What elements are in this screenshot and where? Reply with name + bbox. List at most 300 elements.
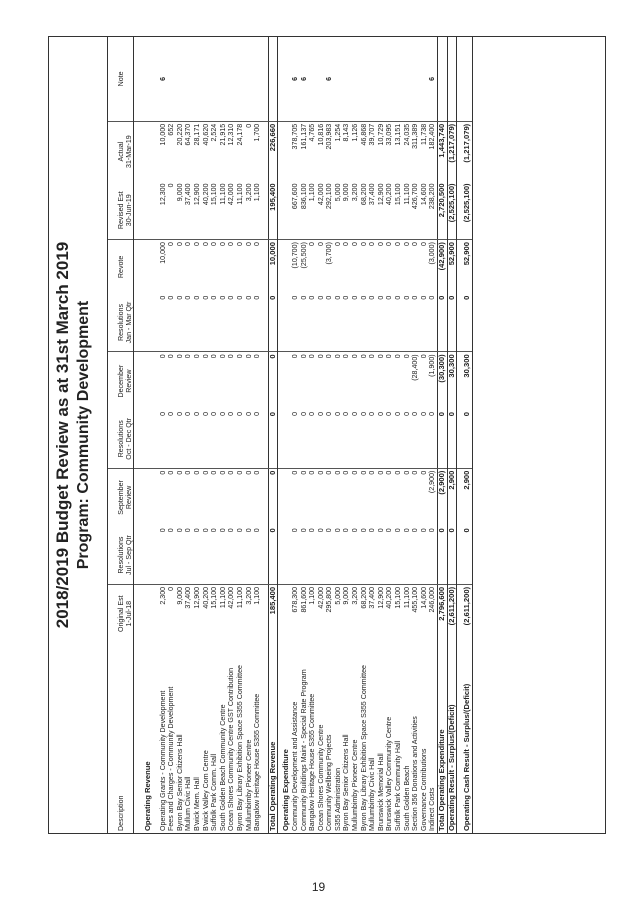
table-row [291, 37, 300, 833]
value-cell: 0 [193, 526, 202, 584]
column-header-line: Review [125, 369, 133, 393]
value-cell: 182,400 [428, 123, 437, 150]
column-header-line: September [117, 480, 125, 515]
value-cell: 2,524 [210, 123, 219, 142]
value-cell: 0 [210, 410, 219, 468]
value-cell: 0 [236, 526, 245, 584]
value-cell: 11,100 [218, 586, 227, 609]
value-cell: 0 [202, 294, 211, 352]
table-row [411, 37, 420, 833]
value-cell: 3,200 [351, 181, 360, 239]
value-cell: 0 [158, 470, 167, 475]
column-header [108, 37, 134, 121]
value-cell: 195,400 [268, 181, 278, 239]
value-cell: 0 [385, 294, 394, 352]
value-cell: 0 [368, 294, 377, 352]
value-cell: 42,000 [227, 586, 236, 609]
value-cell: 11,100 [236, 181, 245, 239]
value-cell: 0 [411, 526, 420, 584]
page-number: 19 [311, 880, 326, 894]
value-cell: 0 [385, 526, 394, 584]
value-cell: 2,300 [158, 586, 167, 605]
value-cell: 0 [394, 410, 403, 468]
document-title: 2018/2019 Budget Review as at 31st March 2019 [53, 241, 72, 629]
value-cell: 0 [219, 294, 228, 352]
value-cell: 836,100 [300, 181, 309, 239]
value-cell: 0 [167, 586, 176, 591]
table-row [227, 37, 236, 833]
empty-cell [278, 294, 291, 352]
value-cell: 0 [167, 470, 176, 475]
value-cell: 9,000 [342, 181, 351, 239]
value-cell: 0 [300, 526, 309, 584]
empty-cell [140, 352, 153, 410]
value-cell: 0 [236, 410, 245, 468]
value-cell: 24,035 [402, 123, 411, 146]
value-cell: 0 [227, 354, 236, 359]
value-cell: 40,200 [385, 586, 394, 609]
column-header-line: Resolutions [117, 303, 125, 342]
value-cell: 0 [377, 410, 386, 468]
value-cell: 0 [308, 294, 317, 352]
value-cell: 1,700 [253, 123, 262, 142]
value-cell: 0 [227, 294, 236, 352]
empty-cell [140, 240, 153, 294]
value-cell: 0 [253, 526, 262, 584]
value-cell: 0 [360, 526, 369, 584]
value-cell: 0 [428, 410, 437, 468]
row-description: Operating Cash Result - Surplus/(Deficit) [463, 643, 472, 833]
value-cell: 0 [218, 354, 227, 359]
note-cell [219, 37, 228, 121]
value-cell: 33,095 [385, 123, 394, 146]
note-cell [334, 37, 343, 121]
value-cell: (10,700) [290, 242, 299, 269]
value-cell: 0 [268, 294, 278, 352]
column-header-line: Oct - Dec Qtr [125, 417, 133, 460]
value-cell: 0 [368, 470, 377, 475]
table-row [377, 37, 386, 833]
value-cell: 0 [291, 526, 300, 584]
value-cell: 0 [210, 294, 219, 352]
value-cell: 0 [385, 470, 394, 475]
value-cell: 0 [268, 526, 278, 584]
value-cell: 0 [245, 294, 254, 352]
value-cell: 0 [290, 354, 299, 359]
row-description: Ocean Shores Community Centre [316, 724, 325, 831]
value-cell: 0 [385, 354, 394, 359]
empty-cell [140, 410, 153, 468]
value-cell: (3,700) [325, 242, 334, 265]
value-cell: 0 [463, 526, 472, 584]
value-cell: 0 [299, 354, 308, 359]
value-cell: 0 [463, 294, 472, 352]
value-cell: 0 [351, 242, 360, 247]
value-cell: 0 [308, 410, 317, 468]
value-cell: 11,100 [402, 586, 411, 609]
column-header [108, 526, 134, 584]
result-row [463, 37, 472, 833]
value-cell: 0 [158, 354, 167, 359]
row-description: Fees and Charges - Community Development [167, 686, 176, 831]
column-header [108, 240, 134, 294]
value-cell: 0 [235, 354, 244, 359]
value-cell: 311,389 [411, 123, 420, 149]
value-cell: (42,900) [438, 240, 448, 294]
note-cell [351, 37, 360, 121]
value-cell: 0 [317, 410, 326, 468]
value-cell: 12,900 [193, 181, 202, 239]
value-cell: 0 [394, 470, 403, 475]
value-cell: (2,900) [438, 468, 448, 526]
value-cell: 0 [376, 242, 385, 247]
value-cell: 0 [201, 470, 210, 475]
value-cell: 0 [376, 470, 385, 475]
value-cell: 0 [394, 526, 403, 584]
column-header-line [125, 242, 133, 292]
value-cell: 30,300 [447, 352, 457, 410]
row-description: Byron Bay Senior Citizens Hall [342, 734, 351, 831]
row-description: Byron Bay Senior Citizens Hall [175, 734, 184, 831]
column-header-line: Revote [117, 255, 125, 279]
row-description: Operating Grants - Community Development [158, 690, 167, 831]
table-row [385, 37, 394, 833]
value-cell: 0 [428, 526, 437, 584]
value-cell: 0 [334, 294, 343, 352]
column-header [108, 584, 134, 642]
value-cell: 161,137 [299, 123, 308, 150]
column-header [108, 294, 134, 352]
value-cell: (1,217,079) [463, 121, 472, 181]
row-description: Bangalow Heritage House S355 Committee [308, 693, 317, 831]
value-cell: (25,500) [299, 242, 308, 269]
value-cell: 678,300 [290, 586, 299, 613]
table-row [184, 37, 193, 833]
row-description: Operating Result - Surplus/(Deficit) [447, 643, 457, 833]
value-cell: 0 [360, 410, 369, 468]
value-cell: 12,900 [192, 586, 201, 609]
value-cell: 15,100 [210, 586, 219, 609]
total-row [438, 37, 448, 833]
value-cell: 0 [438, 410, 448, 468]
table-row [219, 37, 228, 833]
value-cell: 1,100 [308, 181, 317, 239]
value-cell: 46,868 [359, 123, 368, 146]
value-cell: 0 [184, 526, 193, 584]
value-cell: 0 [202, 526, 211, 584]
column-header-line: 31-Mar-19 [125, 135, 133, 168]
note-cell [167, 37, 176, 121]
value-cell: 0 [403, 410, 412, 468]
value-cell: 0 [167, 526, 176, 584]
value-cell: 0 [290, 470, 299, 475]
row-description: Mullumbimby Civic Hall [368, 757, 377, 831]
note-cell: 6 [300, 37, 309, 121]
value-cell: 2,900 [463, 468, 472, 526]
note-cell [463, 37, 472, 121]
empty-cell [278, 410, 291, 468]
value-cell: 4,765 [308, 123, 317, 142]
note-cell [342, 37, 351, 121]
value-cell: 0 [342, 526, 351, 584]
value-cell: 10,000 [158, 242, 167, 264]
row-description: Ocean Shores Community Centre GST Contribution [227, 667, 236, 831]
value-cell: 0 [184, 294, 193, 352]
column-header [108, 468, 134, 526]
value-cell: 40,620 [201, 123, 210, 146]
value-cell: 5,000 [334, 181, 343, 239]
section-heading-row [278, 37, 291, 833]
value-cell: 52,900 [447, 240, 457, 294]
value-cell: 246,000 [428, 586, 437, 613]
value-cell: (2,525,100) [447, 181, 457, 239]
value-cell: 0 [317, 294, 326, 352]
value-cell: 0 [334, 526, 343, 584]
value-cell: 42,000 [316, 586, 325, 609]
value-cell: 0 [351, 410, 360, 468]
table-row [167, 37, 176, 833]
value-cell: 0 [218, 242, 227, 247]
value-cell: 28,171 [192, 123, 201, 146]
value-cell: 0 [244, 242, 253, 247]
value-cell: 0 [176, 526, 185, 584]
value-cell: 68,200 [359, 586, 368, 609]
value-cell: (2,611,200) [447, 584, 457, 642]
value-cell: 0 [419, 470, 428, 475]
value-cell: 0 [463, 410, 472, 468]
value-cell: 2,720,500 [438, 181, 448, 239]
value-cell: 0 [385, 242, 394, 247]
value-cell: 0 [167, 242, 176, 247]
column-header [108, 410, 134, 468]
value-cell: 1,126 [351, 123, 360, 142]
table-row [210, 37, 219, 833]
note-cell [253, 37, 262, 121]
value-cell: 12,900 [377, 181, 386, 239]
value-cell: 0 [192, 470, 201, 475]
row-description: Suffolk Park Comm. Hall [210, 753, 219, 831]
note-cell [245, 37, 254, 121]
value-cell: (28,400) [411, 354, 420, 381]
value-cell: 0 [268, 410, 278, 468]
value-cell: 0 [235, 470, 244, 475]
row-description: Governance Contributions [419, 748, 428, 831]
value-cell: 3,200 [245, 181, 254, 239]
column-header-line: Actual [117, 141, 125, 162]
empty-cell [140, 37, 153, 121]
value-cell: 426,700 [411, 181, 420, 239]
value-cell: 0 [420, 294, 429, 352]
value-cell: 0 [334, 410, 343, 468]
column-header [108, 181, 134, 239]
note-cell [377, 37, 386, 121]
value-cell: 0 [403, 526, 412, 584]
value-cell: 40,200 [202, 181, 211, 239]
total-row [268, 37, 278, 833]
value-cell: 0 [253, 294, 262, 352]
value-cell: 0 [411, 242, 420, 247]
value-cell: 0 [438, 526, 448, 584]
row-description: Brunswick Memorial Hall [376, 753, 385, 831]
row-description: South Golden Beach Community Centre [218, 704, 227, 831]
value-cell: 15,100 [394, 586, 403, 609]
note-cell [438, 37, 448, 121]
note-cell [236, 37, 245, 121]
program-subtitle: Program: Community Development [75, 300, 92, 570]
empty-cell [278, 584, 291, 642]
column-header-line [125, 645, 133, 831]
row-description: S355 Administration [333, 767, 342, 831]
value-cell: 0 [316, 470, 325, 475]
value-cell: 0 [175, 242, 184, 247]
section-heading: Operating Expenditure [281, 749, 291, 831]
value-cell: 2,900 [447, 468, 457, 526]
value-cell: 0 [411, 410, 420, 468]
row-description: Total Operating Revenue [268, 643, 278, 833]
table-row [308, 37, 317, 833]
value-cell: 11,100 [219, 181, 228, 239]
note-cell [447, 37, 457, 121]
column-header [108, 121, 134, 181]
value-cell: 0 [368, 242, 377, 247]
value-cell: 0 [245, 410, 254, 468]
value-cell: 0 [167, 181, 176, 239]
row-description: Indirect Costs [428, 787, 437, 831]
value-cell: 2,796,600 [438, 584, 448, 642]
value-cell: 667,600 [291, 181, 300, 239]
value-cell: 0 [325, 470, 334, 475]
column-header-line: December [117, 364, 125, 398]
value-cell: 9,000 [342, 586, 351, 605]
value-cell: 0 [402, 242, 411, 247]
value-cell: 0 [402, 470, 411, 475]
value-cell: 0 [184, 410, 193, 468]
value-cell: (30,300) [438, 352, 448, 410]
note-cell [202, 37, 211, 121]
value-cell: 0 [268, 352, 278, 410]
note-cell [368, 37, 377, 121]
column-header-line: Resolutions [117, 536, 125, 574]
value-cell: 0 [325, 294, 334, 352]
table-row [394, 37, 403, 833]
table-row [325, 37, 334, 833]
value-cell: 0 [428, 294, 437, 352]
row-description: Byron Bay Library Exhibition Space S355 Committee [359, 665, 368, 831]
table-row [342, 37, 351, 833]
value-cell: 0 [342, 470, 351, 475]
value-cell: 0 [342, 242, 351, 247]
value-cell: 0 [376, 354, 385, 359]
note-cell [420, 37, 429, 121]
value-cell: 0 [377, 526, 386, 584]
value-cell: 0 [202, 410, 211, 468]
value-cell: 0 [351, 470, 360, 475]
value-cell: 0 [420, 410, 429, 468]
value-cell: 10,729 [376, 123, 385, 146]
note-cell [317, 37, 326, 121]
value-cell: 0 [325, 410, 334, 468]
value-cell: 0 [420, 526, 429, 584]
row-description: Total Operating Expenditure [438, 643, 448, 833]
value-cell: 0 [159, 526, 168, 584]
table-row [176, 37, 185, 833]
value-cell: 0 [227, 242, 236, 247]
empty-cell [140, 181, 153, 239]
value-cell: 0 [359, 242, 368, 247]
column-header-line: 30-Jun-19 [125, 194, 133, 227]
value-cell: 5,000 [333, 586, 342, 605]
empty-cell [278, 37, 291, 121]
column-header-line: Revised Est [117, 191, 125, 230]
value-cell: 0 [411, 470, 420, 475]
result-row [447, 37, 457, 833]
value-cell: 0 [193, 410, 202, 468]
table-row [193, 37, 202, 833]
value-cell: 185,400 [268, 584, 278, 642]
value-cell: 378,705 [290, 123, 299, 150]
column-header-line: Jan - Mar Qtr [125, 301, 133, 344]
row-description: Bangalow Heritage House S355 Committee [253, 693, 262, 831]
empty-cell [140, 526, 153, 584]
value-cell: 1,100 [253, 586, 262, 605]
value-cell: 1,254 [333, 123, 342, 142]
value-cell: 11,100 [403, 181, 412, 239]
column-header [108, 352, 134, 410]
value-cell: 0 [192, 242, 201, 247]
value-cell: 0 [219, 410, 228, 468]
value-cell: 8,143 [342, 123, 351, 142]
value-cell: 15,100 [394, 181, 403, 239]
table-row [245, 37, 254, 833]
value-cell: 0 [438, 294, 448, 352]
value-cell: 10,000 [158, 123, 167, 146]
table-row [334, 37, 343, 833]
note-cell [184, 37, 193, 121]
value-cell: 0 [385, 410, 394, 468]
table-row [403, 37, 412, 833]
value-cell: 0 [245, 526, 254, 584]
value-cell: 0 [253, 242, 262, 247]
note-cell [193, 37, 202, 121]
value-cell: 0 [184, 242, 193, 247]
table-row [300, 37, 309, 833]
value-cell: (2,900) [428, 470, 437, 494]
value-cell: 0 [227, 526, 236, 584]
value-cell: 455,100 [411, 586, 420, 613]
value-cell: 0 [333, 354, 342, 359]
value-cell: 0 [253, 410, 262, 468]
table-row [202, 37, 211, 833]
column-header-line: Original Est [117, 595, 125, 633]
note-cell [385, 37, 394, 121]
row-description: Community Buildings Maint - Special Rate Program [299, 669, 308, 831]
value-cell: (3,000) [428, 242, 437, 265]
value-cell: 0 [193, 294, 202, 352]
value-cell: 64,370 [184, 123, 193, 146]
value-cell: 12,300 [159, 181, 168, 239]
column-header-line: Resolutions [117, 420, 125, 458]
value-cell: 0 [235, 242, 244, 247]
value-cell: 0 [447, 526, 457, 584]
value-cell: 0 [159, 410, 168, 468]
value-cell: 295,800 [325, 586, 334, 613]
empty-cell [140, 468, 153, 526]
value-cell: 0 [333, 470, 342, 475]
column-header [108, 643, 134, 833]
value-cell: 0 [253, 354, 262, 359]
value-cell: 0 [394, 242, 403, 247]
value-cell: 0 [236, 294, 245, 352]
